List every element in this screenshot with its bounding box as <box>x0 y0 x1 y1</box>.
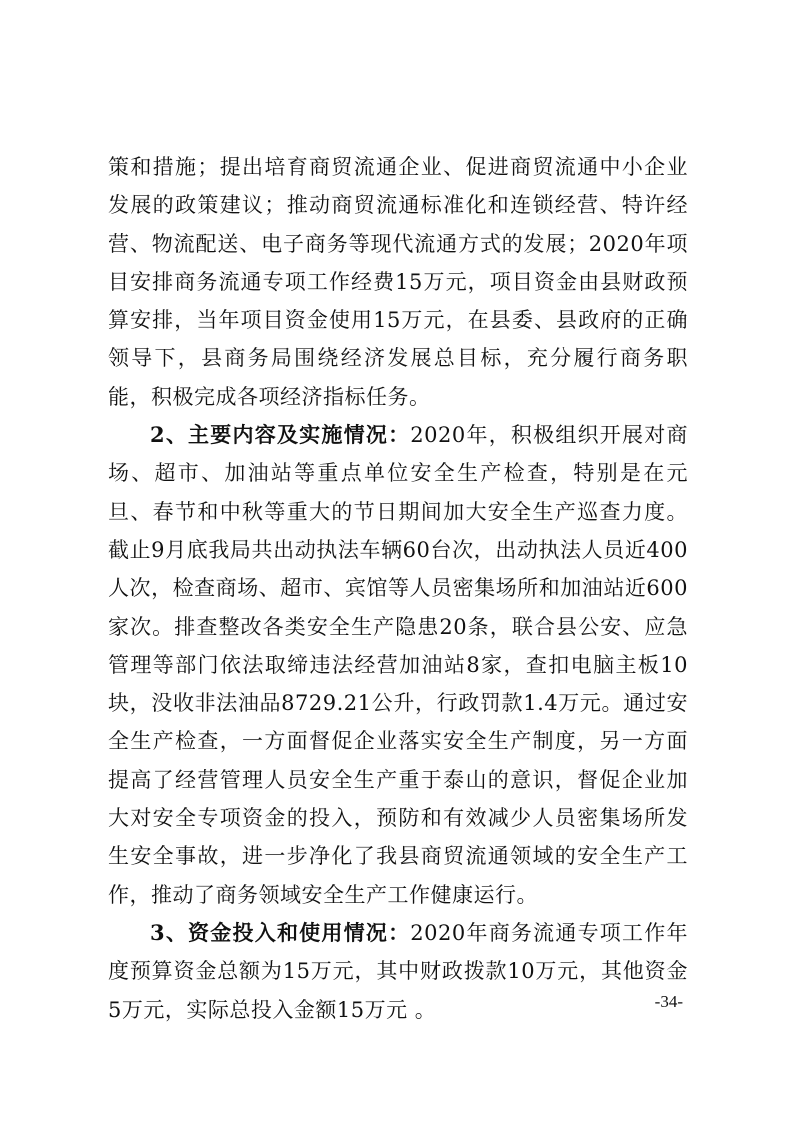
page-number: -34- <box>654 992 683 1011</box>
paragraph-text: 2020年，积极组织开展对商场、超市、加油站等重点单位安全生产检查，特别是在元旦、春节和中秋等重大的节日期间加大安全生产巡查力度。截止9月底我局共出动执法车辆60台次，出动执法人员近400人次，检查商场、超市、宾馆等人员密集场所和加油站近600家次。排查整改各类安全生产隐患20条，联合县公安、应急管理等部门依法取缔违法经营加油站8家，查扣电脑主板10块，没收非法油品8729.21公升，行政罚款1.4万元。通过安全生产检查，一方面督促企业落实安全生产制度，另一方面提高了经营管理人员安全生产重于泰山的意识，督促企业加大对安全专项资金的投入，预防和有效减少人员密集场所发生安全事故，进一步净化了我县商贸流通领域的安全生产工作，推动了商务领域安全生产工作健康运行。 <box>108 423 688 907</box>
paragraph-continuation <box>108 148 688 416</box>
paragraph-text: 2020年商务流通专项工作年度预算资金总额为15万元，其中财政拨款10万元，其他资金5万元，实际总投入金额15万元 。 <box>108 920 688 1022</box>
paragraph-main-content <box>108 416 688 914</box>
section-heading-funding: 3、资金投入和使用情况： <box>150 919 411 945</box>
paragraph-text: 策和措施；提出培育商贸流通企业、促进商贸流通中小企业发展的政策建议；推动商贸流通标准化和连锁经营、特许经营、物流配送、电子商务等现代流通方式的发展；2020年项目安排商务流通专项工作经费15万元，项目资金由县财政预算安排，当年项目资金使用15万元，在县委、县政府的正确领导下，县商务局围绕经济发展总目标，充分履行商务职能，积极完成各项经济指标任务。 <box>108 155 688 409</box>
document-body <box>108 148 688 1029</box>
section-heading-main-content: 2、主要内容及实施情况： <box>150 422 411 448</box>
paragraph-funding <box>108 914 688 1029</box>
